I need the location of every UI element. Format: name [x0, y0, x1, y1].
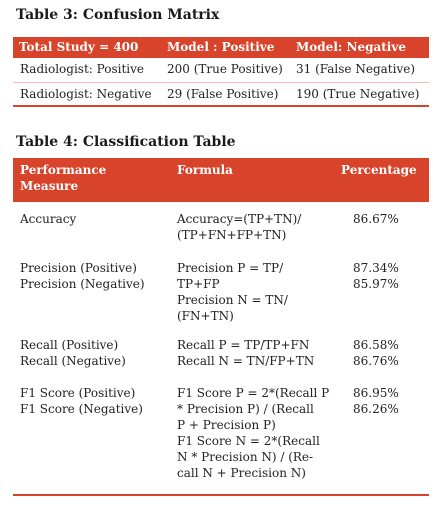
percentage-value: 86.58% [353, 338, 399, 352]
table4-header-measure: Performance Measure [20, 163, 107, 193]
formula-line: F1 Score P = 2*(Recall P [177, 386, 330, 400]
table-cell: 190 (True Negative) [296, 87, 420, 101]
table3-header-total: Total Study = 400 [19, 40, 139, 54]
table4-bottom-rule [13, 494, 429, 496]
table3-header-model-negative: Model: Negative [296, 40, 406, 54]
formula-line: Recall P = TP/TP+FN [177, 338, 310, 352]
table-cell: 31 (False Negative) [296, 62, 416, 76]
formula-line: F1 Score N = 2*(Recall [177, 434, 320, 448]
table3-caption: Table 3: Confusion Matrix [16, 7, 220, 23]
measure-label: Recall (Negative) [20, 354, 126, 368]
measure-label: Accuracy [20, 212, 77, 226]
percentage-value: 86.26% [353, 402, 399, 416]
formula-line: P + Precision P) [177, 418, 276, 432]
percentage-value: 85.97% [353, 277, 399, 291]
measure-label: F1 Score (Negative) [20, 402, 143, 416]
table-cell: 200 (True Positive) [167, 62, 283, 76]
table4-percentage-cell [353, 337, 423, 369]
table4-formula-cell [177, 260, 339, 324]
table3-bottom-rule [13, 105, 429, 107]
table-cell: 29 (False Positive) [167, 87, 279, 101]
row-divider [13, 82, 429, 83]
formula-line: Recall N = TN/FP+TN [177, 354, 315, 368]
formula-line: TP+FP [177, 277, 220, 291]
measure-label: Recall (Positive) [20, 338, 119, 352]
formula-line: N * Precision N) / (Re- [177, 450, 314, 464]
formula-line: call N + Precision N) [177, 466, 306, 480]
table3-header-model-positive: Model : Positive [167, 40, 275, 54]
formula-line: (FN+TN) [177, 309, 234, 323]
table4-header-formula: Formula [177, 163, 233, 177]
table4-formula-cell [177, 211, 339, 243]
formula-line: Accuracy=(TP+TN)/ [177, 212, 302, 226]
formula-line: (TP+FN+FP+TN) [177, 228, 287, 242]
table4-measure-cell [20, 385, 170, 417]
table3-header-row [13, 37, 429, 58]
percentage-value: 87.34% [353, 261, 399, 275]
measure-label: F1 Score (Positive) [20, 386, 136, 400]
table4-percentage-cell [353, 385, 423, 417]
formula-line: Precision P = TP/ [177, 261, 284, 275]
table4-percentage-cell [353, 260, 423, 292]
table4-measure-cell [20, 211, 170, 227]
percentage-value: 86.95% [353, 386, 399, 400]
table4-formula-cell [177, 337, 339, 369]
table-cell: Radiologist: Positive [20, 62, 144, 76]
measure-label: Precision (Positive) [20, 261, 137, 275]
table-cell: Radiologist: Negative [20, 87, 152, 101]
formula-line: * Precision P) / (Recall [177, 402, 314, 416]
table4-caption: Table 4: Classification Table [16, 134, 236, 150]
percentage-value: 86.67% [353, 212, 399, 226]
measure-label: Precision (Negative) [20, 277, 145, 291]
formula-line: Precision N = TN/ [177, 293, 288, 307]
table4-header-percentage: Percentage [341, 163, 417, 177]
table4-measure-cell [20, 260, 170, 292]
percentage-value: 86.76% [353, 354, 399, 368]
table4-percentage-cell [353, 211, 423, 227]
table4-measure-cell [20, 337, 170, 369]
table4-formula-cell [177, 385, 339, 481]
table4-header-row [13, 158, 429, 202]
